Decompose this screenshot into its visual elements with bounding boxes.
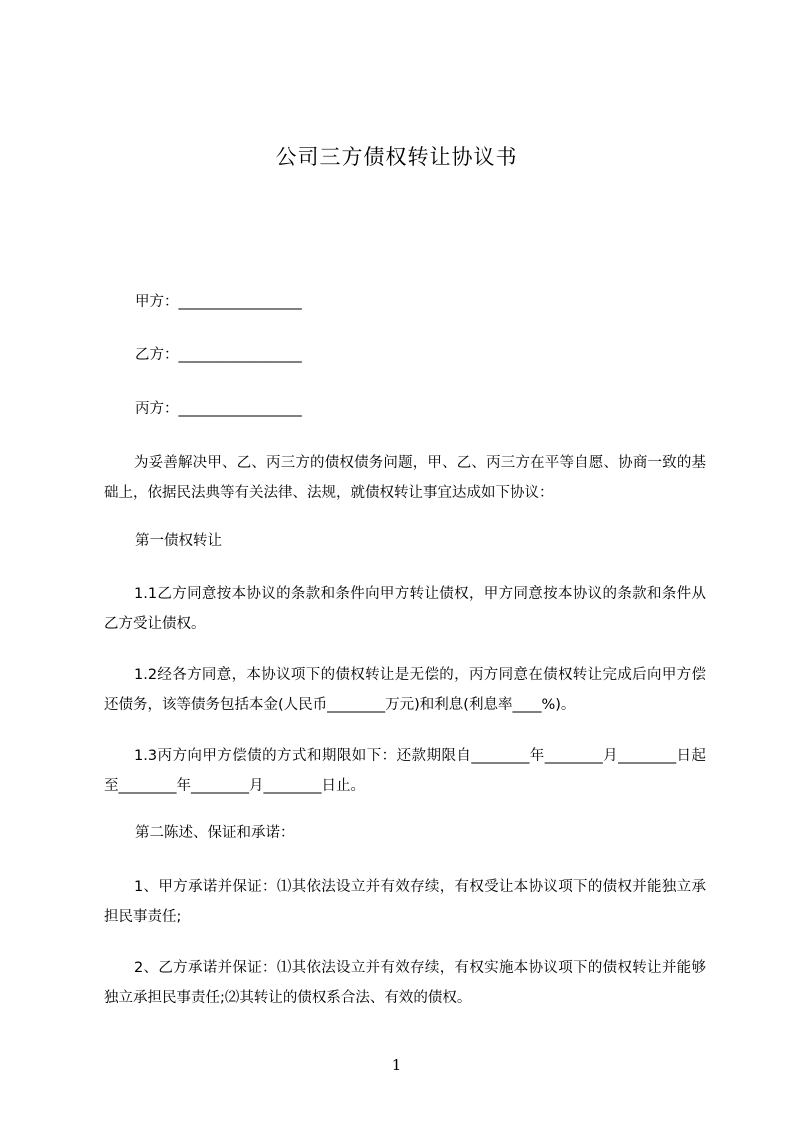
- section1-heading: 第一债权转让: [135, 533, 222, 549]
- page-number: 1: [391, 1056, 402, 1074]
- clause-1-1: 1.1乙方同意按本协议的条款和条件向甲方转让债权，甲方同意按本协议的条款和条件从乙方受让债权。: [104, 586, 706, 632]
- section2-heading: 第二陈述、保证和承诺：: [135, 825, 295, 841]
- party-c-line: 丙方：_________________: [135, 401, 302, 417]
- preamble-paragraph: 为妥善解决甲、乙、丙三方的债权债务问题，甲、乙、丙三方在平等自愿、协商一致的基础上，依据民法典等有关法律、法规，就债权转让事宜达成如下协议：: [104, 455, 706, 501]
- document-title: 公司三方债权转让协议书: [275, 145, 518, 169]
- clause-2-1: 1、甲方承诺并保证：⑴其依法设立并有效存续，有权受让本协议项下的债权并能独立承担民事责任;: [104, 879, 706, 925]
- party-b-line: 乙方：_________________: [135, 347, 302, 363]
- clause-2-2: 2、乙方承诺并保证：⑴其依法设立并有效存续，有权实施本协议项下的债权转让并能够独立承担民事责任;⑵其转让的债权系合法、有效的债权。: [104, 960, 706, 1006]
- party-a-line: 甲方：_________________: [135, 294, 302, 310]
- clause-1-2: 1.2经各方同意，本协议项下的债权转让是无偿的，丙方同意在债权转让完成后向甲方偿还债务，该等债务包括本金(人民币________万元)和利息(利息率____%)。: [104, 667, 706, 713]
- clause-1-3: 1.3丙方向甲方偿债的方式和期限如下：还款期限自________年________月________日起至________年________月________日止。: [104, 748, 706, 794]
